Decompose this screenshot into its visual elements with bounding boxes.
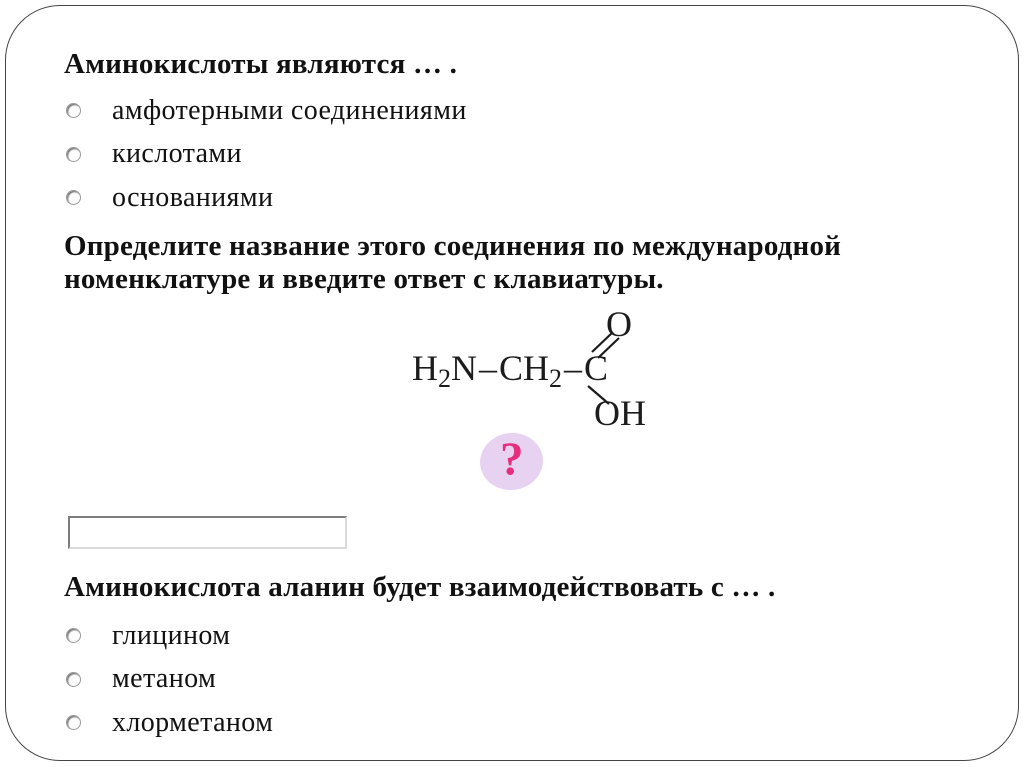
radio-button[interactable] — [66, 147, 81, 162]
question1-options — [66, 96, 467, 227]
question2-title: Определите название этого соединения по международной номенклатуре и введите ответ с клавиатуры. — [64, 230, 842, 295]
radio-button[interactable] — [66, 103, 81, 118]
option-row-bases[interactable] — [66, 183, 467, 212]
question1-title: Аминокислоты являются … . — [64, 48, 458, 80]
radio-button[interactable] — [66, 672, 81, 687]
option-row-glycine[interactable] — [66, 621, 273, 650]
option-label[interactable]: хлорметаном — [112, 706, 274, 738]
radio-button[interactable] — [66, 190, 81, 205]
radio-button[interactable] — [66, 715, 81, 730]
option-label[interactable]: амфотерными соединениями — [112, 94, 467, 126]
answer-input[interactable] — [68, 516, 347, 549]
option-label[interactable]: основаниями — [112, 181, 274, 213]
option-row-acids[interactable] — [66, 140, 467, 169]
atom-hydroxyl: OH — [594, 393, 646, 433]
question3-options — [66, 621, 273, 752]
option-label[interactable]: кислотами — [112, 138, 242, 169]
question3-title: Аминокислота аланин будет взаимодействовать с … . — [64, 571, 776, 603]
option-label[interactable]: метаном — [112, 663, 217, 694]
hint-question-badge[interactable] — [476, 429, 546, 494]
radio-button[interactable] — [66, 628, 81, 643]
question-mark-icon: ? — [499, 433, 524, 485]
option-row-amphoteric[interactable] — [66, 96, 467, 125]
option-label[interactable]: глицином — [112, 619, 231, 651]
option-row-chloromethane[interactable] — [66, 708, 273, 737]
option-row-methane[interactable] — [66, 665, 273, 694]
formula-main-chain: H2N–CH2–C — [412, 348, 609, 393]
atom-oxygen: O — [606, 304, 632, 344]
molecule-structure-glycine — [408, 303, 660, 437]
